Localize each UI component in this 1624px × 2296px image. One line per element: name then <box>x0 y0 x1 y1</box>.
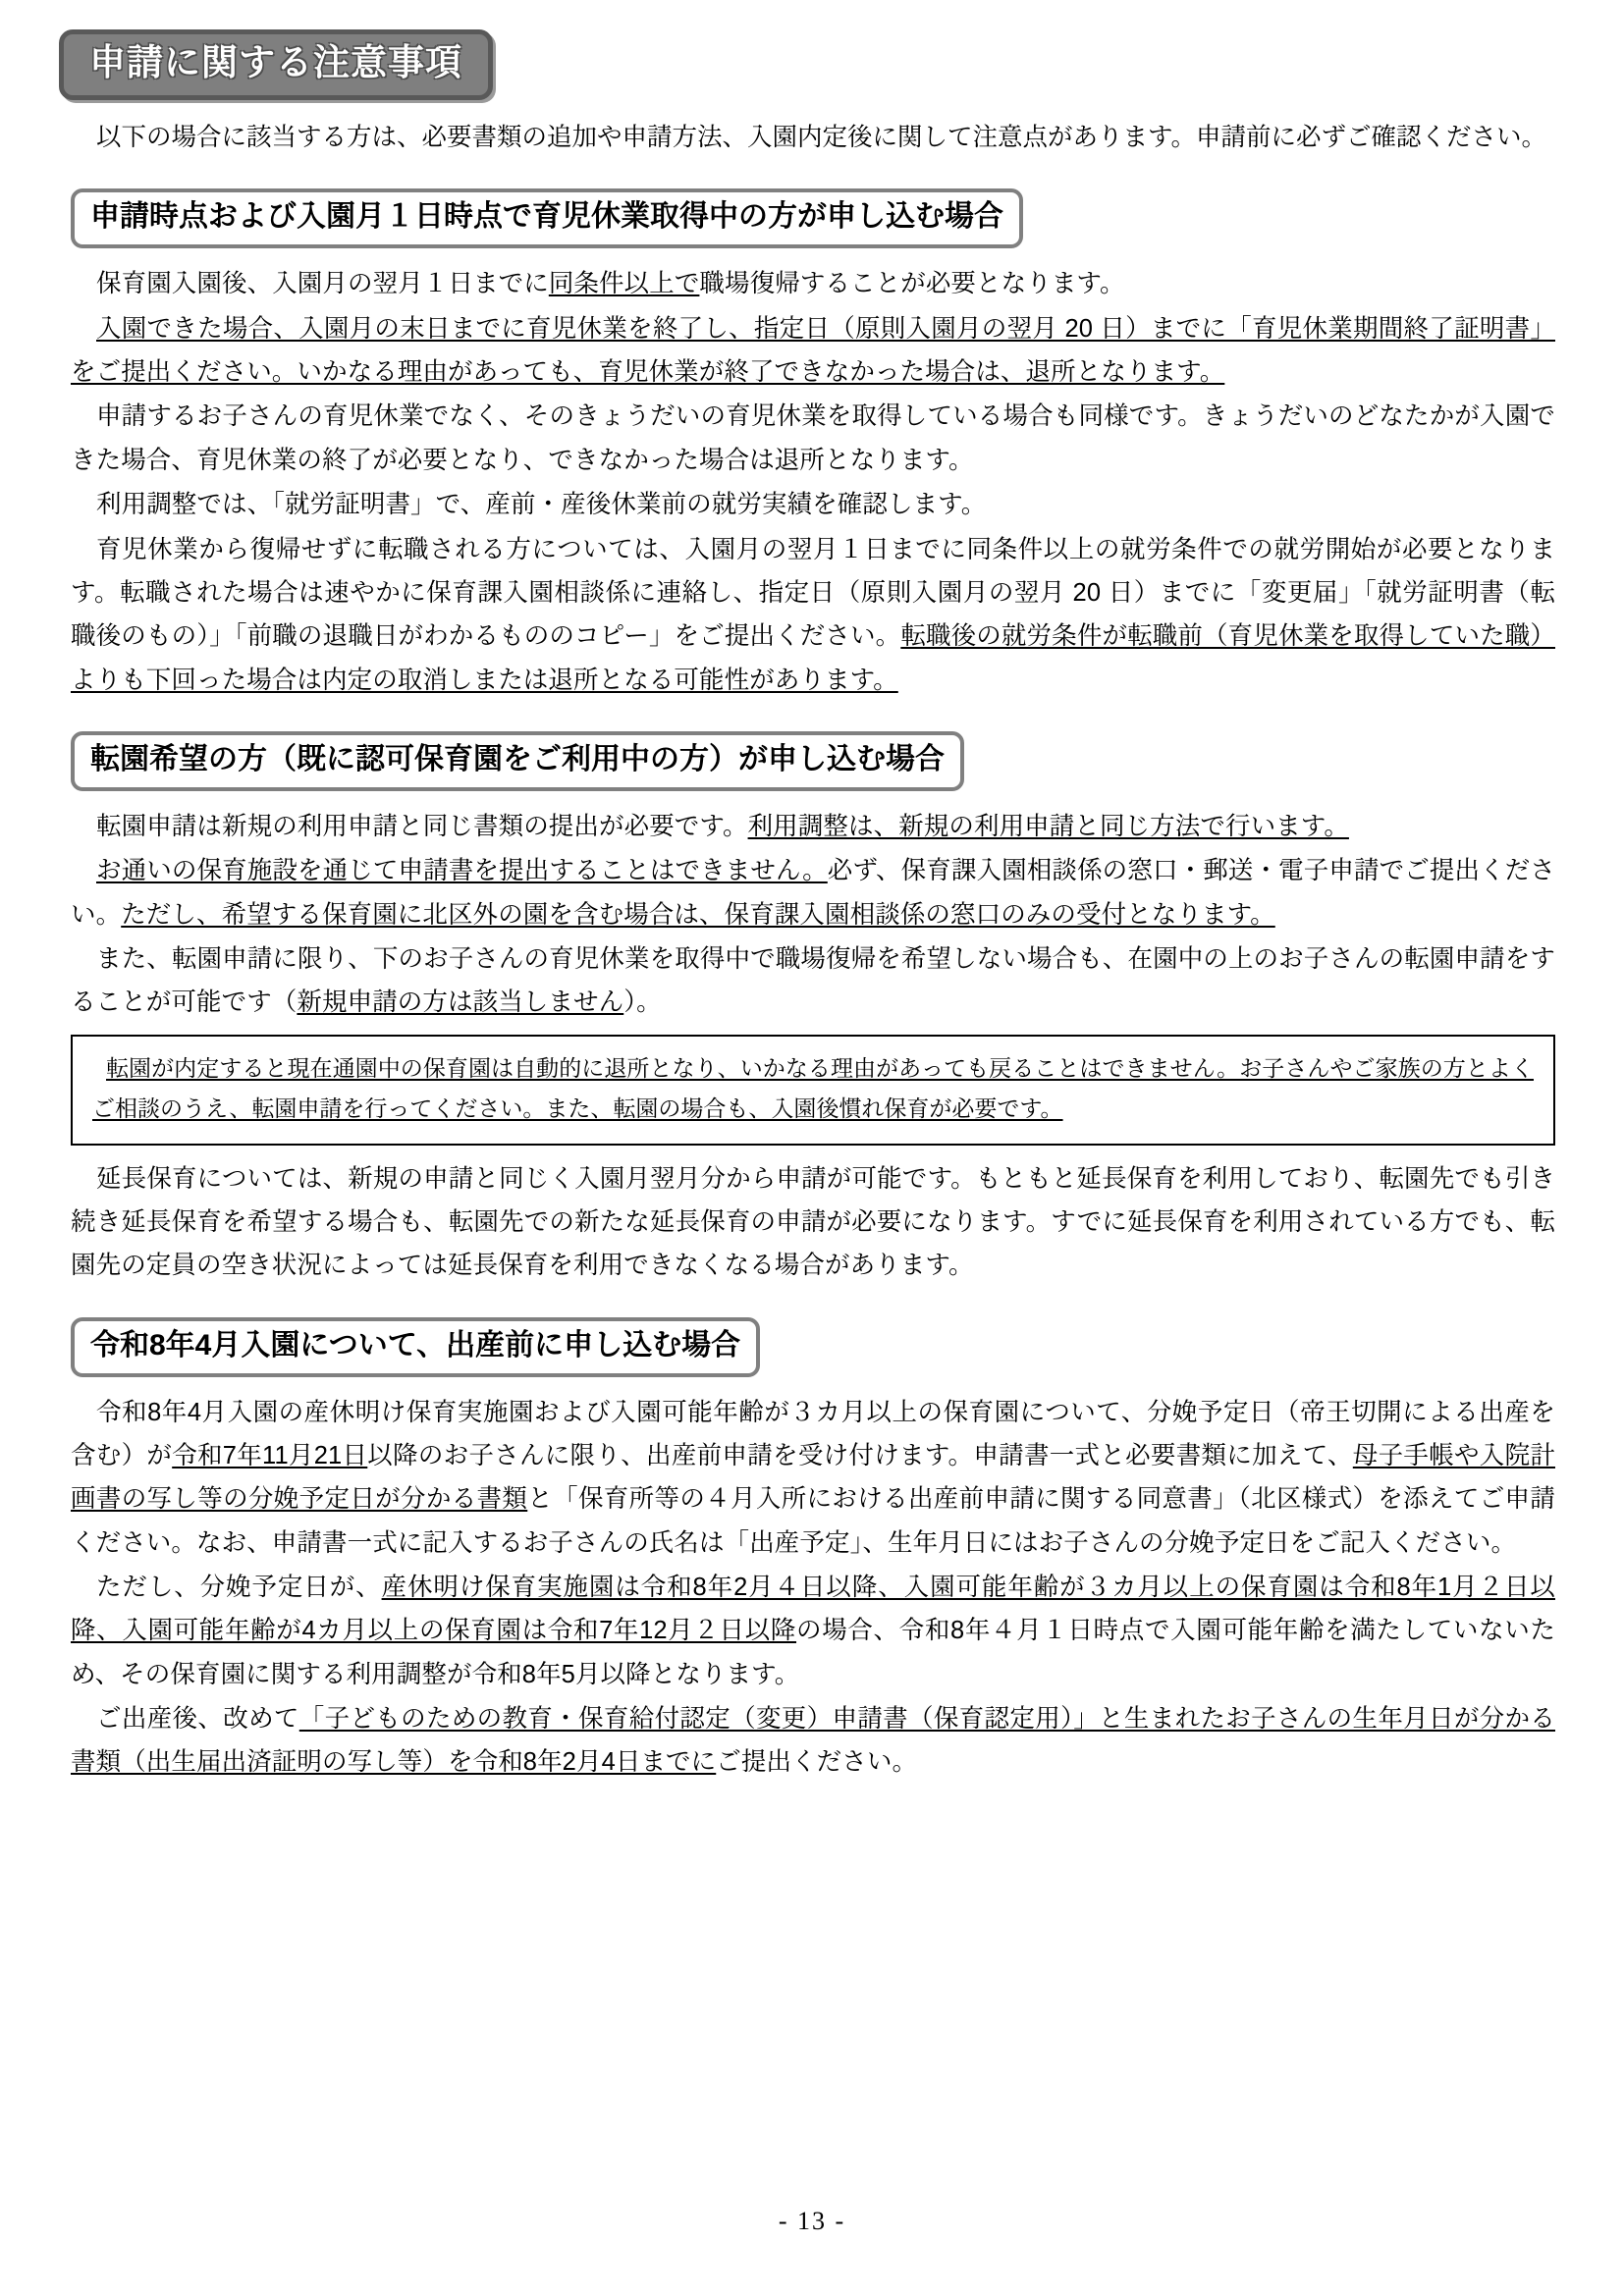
text-run: 必ず、保育課入園相談係の窓口・郵送・電子申請でご提出ください。 <box>71 857 1555 929</box>
callout-text <box>92 1048 1534 1130</box>
page-title: 申請に関する注意事項 <box>89 42 462 82</box>
section-paragraphs <box>71 262 1555 702</box>
section-paragraphs-after <box>71 1157 1555 1288</box>
text-run: 利用調整では、「就労証明書」で、産前・産後休業前の就労実績を確認します。 <box>96 491 987 519</box>
text-run: 以降のお子さんに限り、出産前申請を受け付けます。申請書一式と必要書類に加えて、 <box>367 1441 1353 1469</box>
page-footer <box>0 2207 1624 2236</box>
underlined-text-run: 産休明け保育実施園は令和8年2月４日以降、入園可能年齢が３カ月以上の保育園は令和8年1月２日以降、入園可能年齢が4カ月以上の保育園は令和7年12月２日以降 <box>71 1574 1555 1645</box>
paragraph <box>71 262 1555 305</box>
paragraph <box>71 528 1555 702</box>
section-paragraphs <box>71 1391 1555 1785</box>
section-shussan-mae <box>71 1317 1555 1785</box>
underlined-text-run: 新規申請の方は該当しません <box>297 988 624 1017</box>
text-run: ご提出ください。 <box>716 1748 918 1777</box>
section-tenen <box>71 731 1555 1288</box>
section-paragraphs <box>71 805 1555 1025</box>
text-run: 申請するお子さんの育児休業でなく、そのきょうだいの育児休業を取得している場合も同様です。きょうだいのどなたかが入園できた場合、育児休業の終了が必要となり、できなかった場合は退所となります。 <box>71 402 1555 474</box>
text-run: と「保育所等の４月入所における出産前申請に関する同意書」（北区様式）を添えてご申請ください。なお、申請書一式に記入するお子さんの氏名は「出産予定」、生年月日にはお子さんの分娩予定日をご記入ください。 <box>71 1485 1555 1557</box>
underlined-text-run: 転園が内定すると現在通園中の保育園は自動的に退所となり、いかなる理由があっても戻ることはできません。お子さんやご家族の方とよくご相談のうえ、転園申請を行ってください。また、転園の場合も、入園後慣れ保育が必要です。 <box>92 1054 1534 1122</box>
underlined-text-run: 母子手帳や入院計画書の写し等の分娩予定日が分かる書類 <box>71 1441 1555 1514</box>
text-run: また、転園申請に限り、下のお子さんの育児休業を取得中で職場復帰を希望しない場合も、在園中の上のお子さんの転園申請をすることが可能です（ <box>71 945 1555 1017</box>
paragraph <box>71 1697 1555 1785</box>
text-run: 令和8年4月入園の産休明け保育実施園および入園可能年齢が３カ月以上の保育園について、分娩予定日（帝王切開による出産を含む）が <box>71 1398 1555 1469</box>
underlined-text-run: 同条件以上で <box>548 270 700 298</box>
warning-callout-box <box>71 1035 1555 1146</box>
banner-badge <box>59 29 493 100</box>
paragraph <box>71 805 1555 848</box>
paragraph <box>71 1391 1555 1565</box>
underlined-text-run: 入園できた場合、入園月の末日までに育児休業を終了し、指定日（原則入園月の翌月 20 日）までに「育児休業期間終了証明書」をご提出ください。いかなる理由があっても、育児休業が終了できなかった場合は、退所となります。 <box>71 314 1555 387</box>
section-heading-text: 転園希望の方（既に認可保育園をご利用中の方）が申し込む場合 <box>90 742 945 775</box>
text-run: 育児休業から復帰せずに転職される方については、入園月の翌月１日までに同条件以上の就労条件での就労開始が必要となります。転職された場合は速やかに保育課入園相談係に連絡し、指定日（原則入園月の翌月 20 日）までに「変更届」「就労証明書（転職後のもの）」「前職の退職日がわかるもののコピー」をご提出ください。 <box>71 535 1555 651</box>
document-body <box>0 116 1624 1786</box>
paragraph <box>71 937 1555 1025</box>
paragraph <box>71 849 1555 936</box>
text-run: ご出産後、改めて <box>96 1705 299 1734</box>
paragraph <box>71 1157 1555 1288</box>
underlined-text-run: 利用調整は、新規の利用申請と同じ方法で行います。 <box>747 812 1349 840</box>
underlined-text-run: お通いの保育施設を通じて申請書を提出することはできません。 <box>96 857 828 885</box>
text-run: 職場復帰することが必要となります。 <box>699 270 1125 298</box>
section-heading-box <box>71 1317 760 1377</box>
lead-paragraph: 以下の場合に該当する方は、必要書類の追加や申請方法、入園内定後に関して注意点があります。申請前に必ずご確認ください。 <box>96 124 1546 151</box>
underlined-text-run: 「子どものための教育・保育給付認定（変更）申請書（保育認定用）」と生まれたお子さんの生年月日が分かる書類（出生届出済証明の写し等）を令和8年2月4日までに <box>71 1705 1555 1777</box>
text-run: 延長保育については、新規の申請と同じく入園月翌月分から申請が可能です。もともと延長保育を利用しており、転園先でも引き続き延長保育を希望する場合も、転園先での新たな延長保育の申請が必要になります。すでに延長保育を利用されている方でも、転園先の定員の空き状況によっては延長保育を利用できなくなる場合があります。 <box>71 1164 1555 1280</box>
text-run: ただし、分娩予定日が、 <box>96 1574 382 1602</box>
section-heading-text: 申請時点および入園月１日時点で育児休業取得中の方が申し込む場合 <box>90 200 1003 234</box>
paragraph <box>71 483 1555 526</box>
text-run: の場合、令和8年４月１日時点で入園可能年齢を満たしていないため、その保育園に関する利用調整が令和8年5月以降となります。 <box>71 1617 1556 1688</box>
section-ikuji-kyugyo <box>71 188 1555 702</box>
underlined-text-run: 令和7年11月21日 <box>172 1441 368 1469</box>
paragraph <box>71 307 1555 395</box>
text-run: 転園申請は新規の利用申請と同じ書類の提出が必要です。 <box>96 812 748 840</box>
underlined-text-run: ただし、希望する保育園に北区外の園を含む場合は、保育課入園相談係の窓口のみの受付となります。 <box>121 900 1275 929</box>
section-heading-box <box>71 188 1023 248</box>
section-heading-text: 令和8年4月入園について、出産前に申し込む場合 <box>90 1328 741 1362</box>
page-number: - 13 - <box>778 2207 846 2235</box>
text-run: ）。 <box>623 988 662 1017</box>
section-heading-box <box>71 731 964 791</box>
page-banner <box>59 29 493 100</box>
paragraph <box>71 1566 1555 1696</box>
paragraph <box>71 395 1555 482</box>
text-run: 保育園入園後、入園月の翌月１日までに <box>96 270 549 298</box>
underlined-text-run: 転職後の就労条件が転職前（育児休業を取得していた職）よりも下回った場合は内定の取消しまたは退所となる可能性があります。 <box>71 622 1555 694</box>
